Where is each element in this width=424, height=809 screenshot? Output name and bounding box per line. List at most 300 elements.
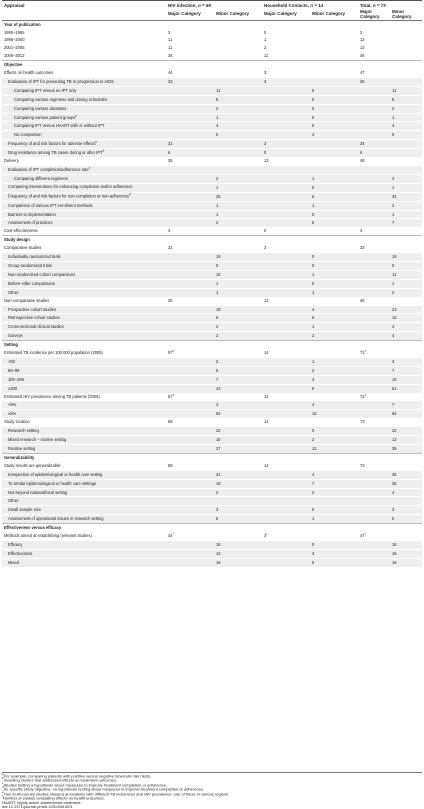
footnote: $^e$Two multi-country studies situated at locations with different TB incidences and HIV prevalence; one of these in various regions. xyxy=(2,789,230,797)
row-label: 50–99 xyxy=(2,366,166,375)
row-label: Retrospective cohort studies xyxy=(2,314,166,323)
minor-value-cell xyxy=(310,140,358,149)
table-row xyxy=(2,462,422,470)
appraisal-header: Appraisal xyxy=(2,1,166,11)
row-label: Individually randomized trials xyxy=(2,253,166,262)
row-label: Non-comparative studies xyxy=(4,297,50,303)
major-value-cell xyxy=(358,104,390,113)
minor-value-cell: 64 xyxy=(390,410,422,418)
major-value-cell xyxy=(166,549,214,558)
major-value-cell xyxy=(262,488,310,497)
table-row xyxy=(2,131,422,140)
major-value-cell xyxy=(262,279,310,288)
row-label: Estimated HIV prevalence among TB patients (2005) xyxy=(4,393,100,399)
row-label: Routine setting xyxy=(2,445,166,454)
major-value-cell xyxy=(166,131,214,140)
minor-value-cell: 2 xyxy=(310,436,358,445)
minor-value-cell: 4 xyxy=(390,122,422,131)
table-header-row xyxy=(2,1,422,11)
minor-value-cell: 4 xyxy=(214,122,262,131)
table-row xyxy=(2,52,422,60)
footnote: $^c$Studies testing a hypothesis about measures to improve treatment completion or adherence. xyxy=(2,780,168,788)
row-label: Cross-sectional clinical studies xyxy=(2,323,166,332)
row-label: 1996–2000 xyxy=(4,37,25,43)
major-value-cell xyxy=(262,515,310,524)
major-value-cell: 12 xyxy=(360,37,365,43)
minor-value-cell: 1 xyxy=(390,183,422,192)
major-value-cell: 73 xyxy=(360,462,365,468)
major-value-cell xyxy=(358,470,390,479)
major-value-cell xyxy=(166,113,214,122)
major-value-cell xyxy=(358,445,390,454)
row-label: Study results are generalizable: xyxy=(4,462,62,468)
minor-value-cell: 0 xyxy=(310,279,358,288)
major-value-cell xyxy=(262,201,310,210)
minor-value-cell: 3 xyxy=(390,357,422,366)
minor-value-cell: 1 xyxy=(310,174,358,183)
minor-value-cell: 1 xyxy=(310,288,358,296)
major-value-cell: 12 xyxy=(264,297,269,303)
minor-value-cell: 2 xyxy=(310,366,358,375)
minor-value-cell: 0 xyxy=(310,558,358,566)
minor-value-cell: 1 xyxy=(310,515,358,524)
minor-category-header: Minor Category xyxy=(390,10,422,20)
major-value-cell xyxy=(262,305,310,314)
major-value-cell: 71e xyxy=(360,392,367,399)
major-value-cell xyxy=(358,183,390,192)
minor-value-cell: 19 xyxy=(214,305,262,314)
table-row xyxy=(2,323,422,332)
row-label: Before–after comparisons xyxy=(2,279,166,288)
minor-value-cell: 1 xyxy=(214,183,262,192)
row-label: Study location xyxy=(4,419,30,425)
major-value-cell xyxy=(358,515,390,524)
footnote-marker: f xyxy=(364,532,366,536)
footnote: $^d$As specific study objective, no hypothesis testing about measures to improve treatment completion or adherence. xyxy=(2,785,204,792)
major-value-cell xyxy=(262,86,310,95)
major-value-cell xyxy=(166,375,214,384)
section-header-row xyxy=(2,341,422,349)
major-value-cell xyxy=(262,166,310,175)
major-value-cell xyxy=(358,366,390,375)
minor-value-cell: 2 xyxy=(214,332,262,341)
major-value-cell xyxy=(166,332,214,341)
table-row xyxy=(2,540,422,549)
table-subheader-row xyxy=(2,10,422,20)
major-value-cell xyxy=(166,122,214,131)
footnote-marker: e xyxy=(2,789,4,794)
row-label: Efficacy xyxy=(2,540,166,549)
row-label: Effectiveness xyxy=(2,549,166,558)
table-row xyxy=(2,192,422,201)
table-row xyxy=(2,219,422,227)
row-label: ≥5% xyxy=(2,410,166,418)
minor-value-cell: 4 xyxy=(310,470,358,479)
minor-value-cell: 43 xyxy=(214,384,262,392)
minor-value-cell: 1 xyxy=(390,210,422,219)
minor-value-cell xyxy=(214,244,262,252)
table-row xyxy=(2,488,422,497)
major-value-cell xyxy=(262,410,310,418)
minor-value-cell: 1 xyxy=(214,288,262,296)
major-value-cell: 11 xyxy=(168,37,173,43)
major-value-cell xyxy=(166,488,214,497)
table-row xyxy=(2,515,422,524)
minor-value-cell: 3 xyxy=(310,375,358,384)
minor-value-cell xyxy=(310,149,358,157)
major-value-cell xyxy=(262,104,310,113)
minor-value-cell xyxy=(214,166,262,175)
table-row xyxy=(2,44,422,52)
section-title: Study design xyxy=(2,236,422,244)
major-value-cell xyxy=(262,384,310,392)
major-value-cell xyxy=(166,410,214,418)
table-row xyxy=(2,532,422,540)
minor-value-cell xyxy=(214,52,262,60)
major-value-cell xyxy=(262,323,310,332)
major-value-cell xyxy=(166,270,214,279)
minor-value-cell: 1 xyxy=(310,270,358,279)
row-label: Irrespective of epidemiological or health care setting xyxy=(2,470,166,479)
row-label: To similar epidemiological or health care settings xyxy=(2,479,166,488)
table-row xyxy=(2,244,422,252)
minor-value-cell: 0 xyxy=(310,113,358,122)
row-label: Delivery xyxy=(4,158,19,164)
minor-value-cell: 3 xyxy=(214,401,262,410)
row-label: Comparative studies xyxy=(4,245,42,251)
minor-value-cell: 35 xyxy=(390,470,422,479)
minor-value-cell: 34 xyxy=(390,192,422,201)
minor-value-cell xyxy=(310,462,358,470)
minor-value-cell xyxy=(214,44,262,52)
minor-value-cell: 3 xyxy=(310,131,358,140)
row-label: 2006–2012 xyxy=(4,53,25,59)
minor-value-cell: 2 xyxy=(214,104,262,113)
row-label: Prospective cohort studies xyxy=(2,305,166,314)
major-value-cell: 73 xyxy=(360,419,365,425)
minor-value-cell xyxy=(214,297,262,305)
row-label: 1990–1995 xyxy=(4,29,25,35)
minor-value-cell xyxy=(390,69,422,77)
row-label: Comparing various patient groups$^a$ xyxy=(2,113,166,122)
footnote-marker: a xyxy=(2,772,4,776)
major-value-cell xyxy=(166,357,214,366)
minor-value-cell: 0 xyxy=(310,183,358,192)
major-value-cell xyxy=(262,375,310,384)
major-value-cell: 0 xyxy=(264,29,267,35)
minor-value-cell: 4 xyxy=(310,305,358,314)
group-header-household: Household Contacts, n = 14 xyxy=(262,1,358,11)
minor-value-cell: 4 xyxy=(390,332,422,341)
table-row xyxy=(2,479,422,488)
major-value-cell xyxy=(166,305,214,314)
table-body xyxy=(2,20,422,567)
minor-value-cell xyxy=(390,349,422,357)
major-value-cell: 35 xyxy=(168,158,173,164)
major-value-cell xyxy=(262,332,310,341)
major-value-cell: 33 xyxy=(166,77,214,86)
appraisal-table xyxy=(2,0,422,567)
major-value-cell xyxy=(166,104,214,113)
major-value-cell xyxy=(166,366,214,375)
row-label: Evaluation of IPT completion/adherence rate$^c$ xyxy=(2,166,166,175)
major-value-cell xyxy=(262,288,310,296)
table-row xyxy=(2,401,422,410)
major-value-cell xyxy=(262,506,310,515)
row-label: Mixed research – routine setting xyxy=(2,436,166,445)
minor-value-cell: 5 xyxy=(214,366,262,375)
row-label: Effects on health outcomes xyxy=(4,70,54,76)
major-value-cell xyxy=(262,131,310,140)
major-value-cell: 34 xyxy=(358,140,390,149)
major-value-cell xyxy=(262,357,310,366)
section-header-row xyxy=(2,61,422,69)
minor-value-cell xyxy=(214,227,262,235)
minor-value-cell: 1 xyxy=(310,323,358,332)
minor-value-cell: 12 xyxy=(214,549,262,558)
minor-value-cell: 5 xyxy=(310,314,358,323)
minor-value-cell: 1 xyxy=(390,113,422,122)
row-label: Methods aimed at establishing (relevant studies) xyxy=(4,533,92,539)
minor-value-cell: 22 xyxy=(214,427,262,436)
table-row xyxy=(2,149,422,157)
major-value-cell: 28 xyxy=(168,297,173,303)
footnote-marker: f xyxy=(2,794,3,799)
major-value-cell xyxy=(166,558,214,566)
row-label: Comparing IPT versus no IPT only xyxy=(2,86,166,95)
table-row xyxy=(2,436,422,445)
major-value-cell xyxy=(262,219,310,227)
major-value-cell: 14 xyxy=(264,350,269,356)
minor-value-cell: 1 xyxy=(214,210,262,219)
minor-value-cell xyxy=(390,140,422,149)
major-value-cell xyxy=(262,183,310,192)
row-label: Surveys xyxy=(2,332,166,341)
major-value-cell: 31 xyxy=(166,140,214,149)
table-row xyxy=(2,201,422,210)
row-label: Other xyxy=(2,497,166,506)
row-label: 2001–2005 xyxy=(4,45,25,51)
major-value-cell xyxy=(166,540,214,549)
minor-value-cell: 10 xyxy=(214,436,262,445)
minor-value-cell xyxy=(390,149,422,157)
major-value-cell xyxy=(262,479,310,488)
minor-value-cell xyxy=(214,157,262,165)
major-value-cell xyxy=(358,384,390,392)
table-row xyxy=(2,279,422,288)
table-row xyxy=(2,29,422,37)
minor-value-cell xyxy=(390,418,422,426)
minor-value-cell: 16 xyxy=(390,558,422,566)
table-row xyxy=(2,314,422,323)
footnote-marker: e xyxy=(364,349,367,353)
table-row xyxy=(2,349,422,357)
row-label: <5% xyxy=(2,401,166,410)
minor-value-cell xyxy=(390,244,422,252)
minor-value-cell xyxy=(214,36,262,44)
minor-value-cell: 1 xyxy=(214,201,262,210)
minor-value-cell xyxy=(310,157,358,165)
minor-value-cell: 11 xyxy=(390,270,422,279)
major-value-cell xyxy=(262,436,310,445)
table-row xyxy=(2,332,422,341)
row-label: Research setting xyxy=(2,427,166,436)
minor-value-cell: 9 xyxy=(390,95,422,104)
table-row xyxy=(2,261,422,270)
table-row xyxy=(2,366,422,375)
major-value-cell: 40 xyxy=(360,297,365,303)
minor-value-cell: 25 xyxy=(390,479,422,488)
major-value-cell: 3$^f$ xyxy=(264,532,268,539)
table-row xyxy=(2,393,422,401)
minor-value-cell xyxy=(310,297,358,305)
minor-value-cell: 10 xyxy=(390,314,422,323)
major-value-cell xyxy=(358,332,390,341)
table-footnotes xyxy=(2,772,422,809)
footnote: HAART, highly active antiretroviral treatment. xyxy=(2,799,82,805)
minor-value-cell: 28 xyxy=(214,192,262,201)
row-label: Group-randomized trials xyxy=(2,261,166,270)
minor-value-cell: 0 xyxy=(310,427,358,436)
major-value-cell: 44 xyxy=(168,70,173,76)
table-row xyxy=(2,558,422,566)
minor-value-cell: 1 xyxy=(390,279,422,288)
footnote: $^b$Including studies that addressed effects on treatment outcomes. xyxy=(2,776,117,783)
minor-value-cell xyxy=(310,29,358,37)
major-value-cell xyxy=(166,506,214,515)
footnote-marker: f xyxy=(172,532,174,536)
table-row xyxy=(2,140,422,149)
major-value-cell xyxy=(166,401,214,410)
major-value-cell xyxy=(262,314,310,323)
row-label: Comparing interventions for enhancing completion and/or adherence xyxy=(2,183,166,192)
major-value-cell xyxy=(358,479,390,488)
major-value-cell: 57e xyxy=(168,349,175,356)
minor-value-cell: 2 xyxy=(214,174,262,183)
minor-value-cell: 0 xyxy=(310,506,358,515)
minor-value-cell: 3 xyxy=(390,506,422,515)
major-value-cell: 2 xyxy=(264,45,267,51)
minor-value-cell: 6 xyxy=(310,192,358,201)
row-label: Drug resistance among TB cases during or after IPT$^b$ xyxy=(2,149,166,157)
minor-value-cell xyxy=(310,497,358,506)
table-row xyxy=(2,297,422,305)
minor-value-cell: 4 xyxy=(310,401,358,410)
minor-value-cell: 5 xyxy=(310,219,358,227)
footnote: $^a$For example, comparing patients with positive versus negative tuberculin skin tests. xyxy=(2,772,152,779)
minor-value-cell xyxy=(390,157,422,165)
table-row xyxy=(2,183,422,192)
row-label: No comparison xyxy=(2,131,166,140)
minor-value-cell xyxy=(310,69,358,77)
table-row xyxy=(2,157,422,165)
group-header-hiv: HIV infection, n = 59 xyxy=(166,1,262,11)
row-label: Mixed xyxy=(2,558,166,566)
row-label: Comparing various durations xyxy=(2,104,166,113)
minor-value-cell: 1 xyxy=(214,113,262,122)
table-row xyxy=(2,69,422,77)
minor-value-cell: 0 xyxy=(310,210,358,219)
major-value-cell xyxy=(262,497,310,506)
major-value-cell xyxy=(166,515,214,524)
table-row xyxy=(2,410,422,418)
minor-value-cell xyxy=(310,244,358,252)
minor-value-cell: 3 xyxy=(310,549,358,558)
table-row xyxy=(2,445,422,454)
row-label: Frequency of and risk factors for adverse effects$^b$ xyxy=(2,140,166,149)
major-value-cell: 6 xyxy=(358,149,390,157)
minor-value-cell: 19 xyxy=(390,253,422,262)
minor-value-cell: 7 xyxy=(390,366,422,375)
minor-value-cell: 18 xyxy=(214,479,262,488)
major-value-cell: 31 xyxy=(168,245,173,251)
minor-value-cell xyxy=(390,462,422,470)
minor-value-cell: 4 xyxy=(390,488,422,497)
footnote-marker: c xyxy=(88,165,91,170)
major-value-cell xyxy=(166,192,214,201)
minor-value-cell: 54 xyxy=(214,410,262,418)
table-row xyxy=(2,270,422,279)
minor-value-cell: 0 xyxy=(310,86,358,95)
table-row xyxy=(2,253,422,262)
row-label: Estimated TB incidence per 100,000 population (2005) xyxy=(4,350,103,356)
row-label: Comparing various regimens and dosing schedules xyxy=(2,95,166,104)
major-value-cell xyxy=(262,113,310,122)
minor-value-cell: 3 xyxy=(390,174,422,183)
minor-value-cell: 12 xyxy=(310,445,358,454)
minor-value-cell: 2 xyxy=(310,488,358,497)
footnote-marker: e xyxy=(172,392,175,397)
minor-value-cell xyxy=(390,297,422,305)
major-value-cell xyxy=(262,192,310,201)
table-row xyxy=(2,36,422,44)
minor-value-cell: 1 xyxy=(214,279,262,288)
major-value-cell xyxy=(358,401,390,410)
major-value-cell xyxy=(166,261,214,270)
major-value-cell xyxy=(358,166,390,175)
major-value-cell: 14 xyxy=(264,462,269,468)
major-value-cell xyxy=(358,261,390,270)
minor-value-cell: 31 xyxy=(214,470,262,479)
major-value-cell xyxy=(262,270,310,279)
table-row xyxy=(2,470,422,479)
major-value-cell xyxy=(358,436,390,445)
footnote-marker: d xyxy=(2,785,4,790)
major-value-cell xyxy=(358,288,390,296)
table-row xyxy=(2,104,422,113)
minor-value-cell xyxy=(390,77,422,86)
minor-value-cell: 10 xyxy=(310,410,358,418)
subheader-blank xyxy=(2,10,166,20)
major-value-cell xyxy=(262,540,310,549)
minor-value-cell xyxy=(214,349,262,357)
minor-value-cell: 5 xyxy=(214,314,262,323)
minor-value-cell xyxy=(214,149,262,157)
major-value-cell xyxy=(262,210,310,219)
minor-value-cell xyxy=(310,166,358,175)
major-value-cell xyxy=(358,427,390,436)
major-value-cell: 48 xyxy=(360,158,365,164)
major-value-cell xyxy=(358,549,390,558)
minor-value-cell: 3 xyxy=(390,323,422,332)
minor-value-cell: 22 xyxy=(390,427,422,436)
minor-value-cell: 27 xyxy=(214,445,262,454)
row-label: Assessment of operational issues in research setting xyxy=(2,515,166,524)
major-value-cell xyxy=(166,470,214,479)
minor-category-header: Minor Category xyxy=(214,10,262,20)
major-value-cell xyxy=(358,540,390,549)
major-value-cell: 4 xyxy=(360,228,363,234)
